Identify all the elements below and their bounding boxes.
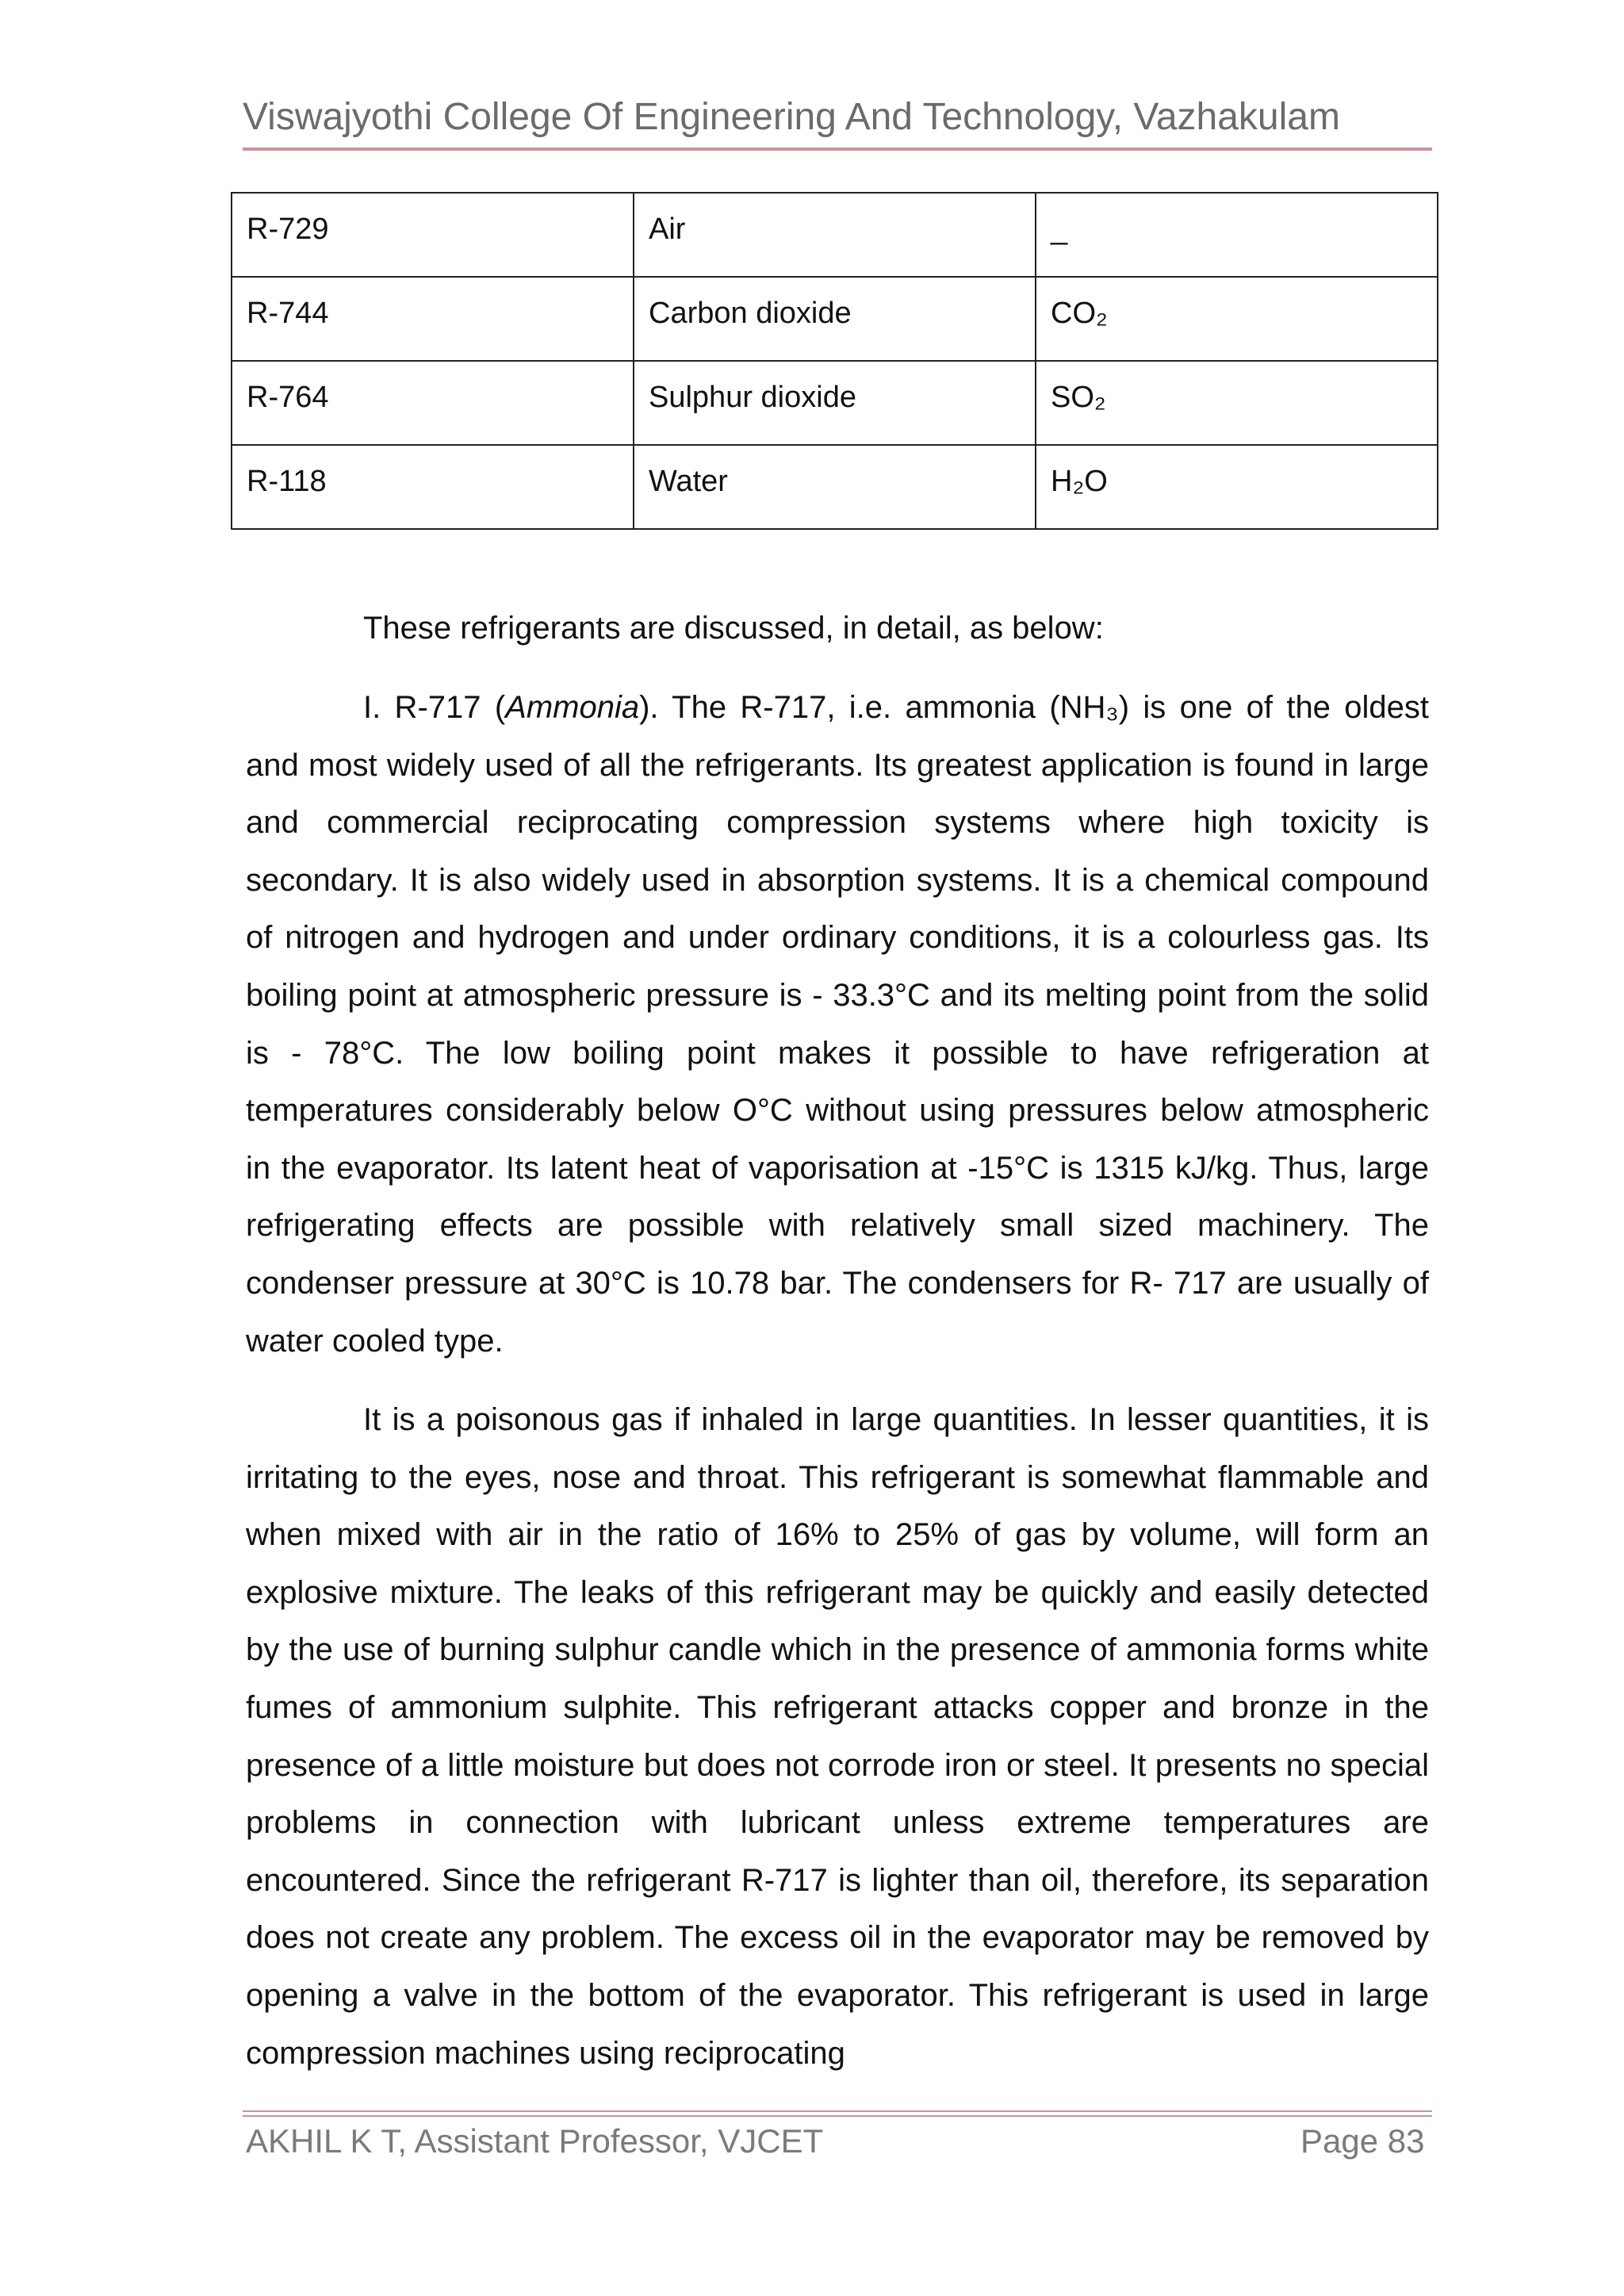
footer-rule-top [243,2110,1432,2112]
table-row [232,193,1438,277]
footer-page-number: Page 83 [1300,2122,1425,2160]
table-cell-code: R-764 [232,361,634,445]
table-cell-name: Carbon dioxide [634,277,1036,361]
header-rule [243,148,1432,151]
paragraph-ammonia-italic: Ammonia [505,690,640,725]
table-cell-formula: SO₂ [1036,361,1438,445]
paragraph-hazards: It is a poisonous gas if inhaled in large quantities. In lesser quantities, it is irritating to the eyes, nose and throat. This refrigerant is somewhat flammable and when mixed with air in the ratio of 16% to 25% of gas by volume, will form an explosive mixture. The leaks of this refrigerant may be quickly and easily detected by the use of burning sulphur candle which in the presence of ammonia forms white fumes of ammonium sulphite. This refrigerant attacks copper and bronze in the presence of a little moisture but does not corrode iron or steel. It presents no special problems in connection with lubricant unless extreme temperatures are encountered. Since the refrigerant R-717 is lighter than oil, therefore, its separation does not create any problem. The excess oil in the evaporator may be removed by opening a valve in the bottom of the evaporator. This refrigerant is used in large compression machines using reciprocating [246,1402,1429,2071]
table-cell-formula: _ [1036,193,1438,277]
table-row [232,361,1438,445]
table-cell-name: Water [634,445,1036,529]
refrigerant-table [231,192,1438,530]
lead-sentence: These refrigerants are discussed, in detail, as below: [363,611,1104,646]
table-cell-formula: H₂O [1036,445,1438,529]
table-row [232,445,1438,529]
paragraph-ammonia-prefix: I. R-717 ( [363,690,506,725]
table-cell-code: R-729 [232,193,634,277]
paragraph-ammonia-text: ). The R-717, i.e. ammonia (NH₃) is one of the oldest and most widely used of all the refrigerants. Its greatest application is found in large and commercial reciprocating compression systems where high toxicity is secondary. It is also widely used in absorption systems. It is a chemical compound of nitrogen and hydrogen and under ordinary conditions, it is a colourless gas. Its boiling point at atmospheric pressure is - 33.3°C and its melting point from the solid is - 78°C. The low boiling point makes it possible to have refrigeration at temperatures considerably below O°C without using pressures below atmospheric in the evaporator. Its latent heat of vaporisation at -15°C is 1315 kJ/kg. Thus, large refrigerating effects are possible with relatively small sized machinery. The condenser pressure at 30°C is 10.78 bar. The condensers for R- 717 are usually of water cooled type. [246,690,1430,1359]
table-cell-formula: CO₂ [1036,277,1438,361]
table-cell-code: R-744 [232,277,634,361]
table-cell-name: Air [634,193,1036,277]
table-cell-code: R-118 [232,445,634,529]
footer-rule-bottom [243,2115,1432,2117]
page-header-title: Viswajyothi College Of Engineering And Technology, Vazhakulam [243,96,1340,138]
footer-author: AKHIL K T, Assistant Professor, VJCET [246,2122,824,2160]
table-cell-name: Sulphur dioxide [634,361,1036,445]
table-row [232,277,1438,361]
paragraph-ammonia [246,679,1429,1370]
